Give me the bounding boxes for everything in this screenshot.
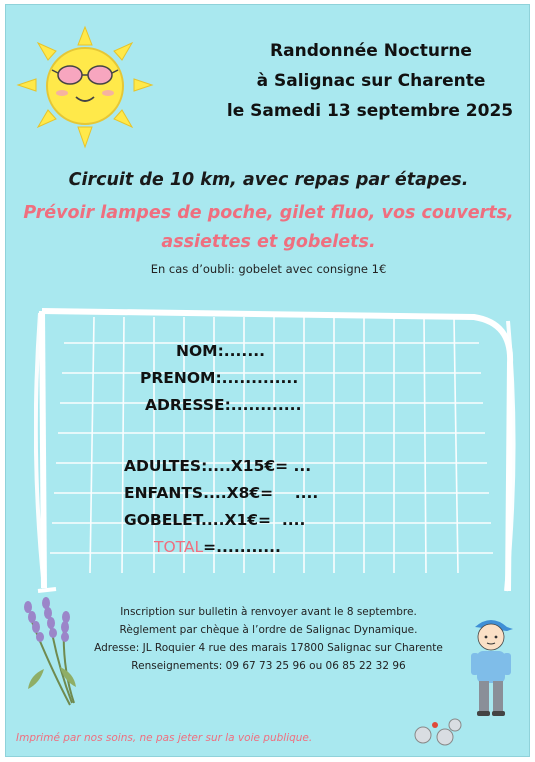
form-nom: NOM:....... — [176, 342, 265, 360]
circuit-text: Circuit de 10 km, avec repas par étapes. — [68, 170, 469, 190]
info-line-4: Renseignements: 09 67 73 25 96 ou 06 85 22 32 96 — [131, 660, 406, 672]
petanque-balls-icon — [411, 717, 463, 747]
flyer-page — [5, 4, 530, 757]
info-line-1: Inscription sur bulletin à renvoyer avant le 8 septembre. — [120, 606, 417, 618]
boy-icon — [461, 613, 521, 723]
info-line-3: Adresse: JL Roquier 4 rue des marais 17800 Salignac sur Charente — [94, 642, 443, 654]
form-adultes: ADULTES:....X15€= ... — [124, 457, 312, 475]
title-line-2: à Salignac sur Charente — [256, 71, 486, 91]
title-line-3: le Samedi 13 septembre 2025 — [226, 101, 514, 121]
form-gobelet: GOBELET....X1€= .... — [124, 511, 306, 529]
bring-line-1: Prévoir lampes de poche, gilet fluo, vos couverts, — [23, 203, 514, 223]
total-dots: =........... — [203, 538, 281, 556]
sun-icon — [10, 23, 160, 153]
info-line-2: Règlement par chèque à l’ordre de Salignac Dynamique. — [119, 624, 418, 636]
form-total — [154, 538, 281, 556]
form-prenom: PRENOM:............. — [140, 369, 299, 387]
total-word: TOTAL — [154, 538, 204, 556]
consigne-text: En cas d’oubli: gobelet avec consigne 1€ — [150, 262, 387, 276]
form-adresse: ADRESSE:............ — [145, 396, 302, 414]
title-line-1: Randonnée Nocturne — [270, 41, 472, 61]
bring-line-2: assiettes et gobelets. — [161, 232, 376, 252]
form-enfants: ENFANTS....X8€= .... — [124, 484, 319, 502]
footer-text: Imprimé par nos soins, ne pas jeter sur la voie publique. — [16, 732, 313, 744]
